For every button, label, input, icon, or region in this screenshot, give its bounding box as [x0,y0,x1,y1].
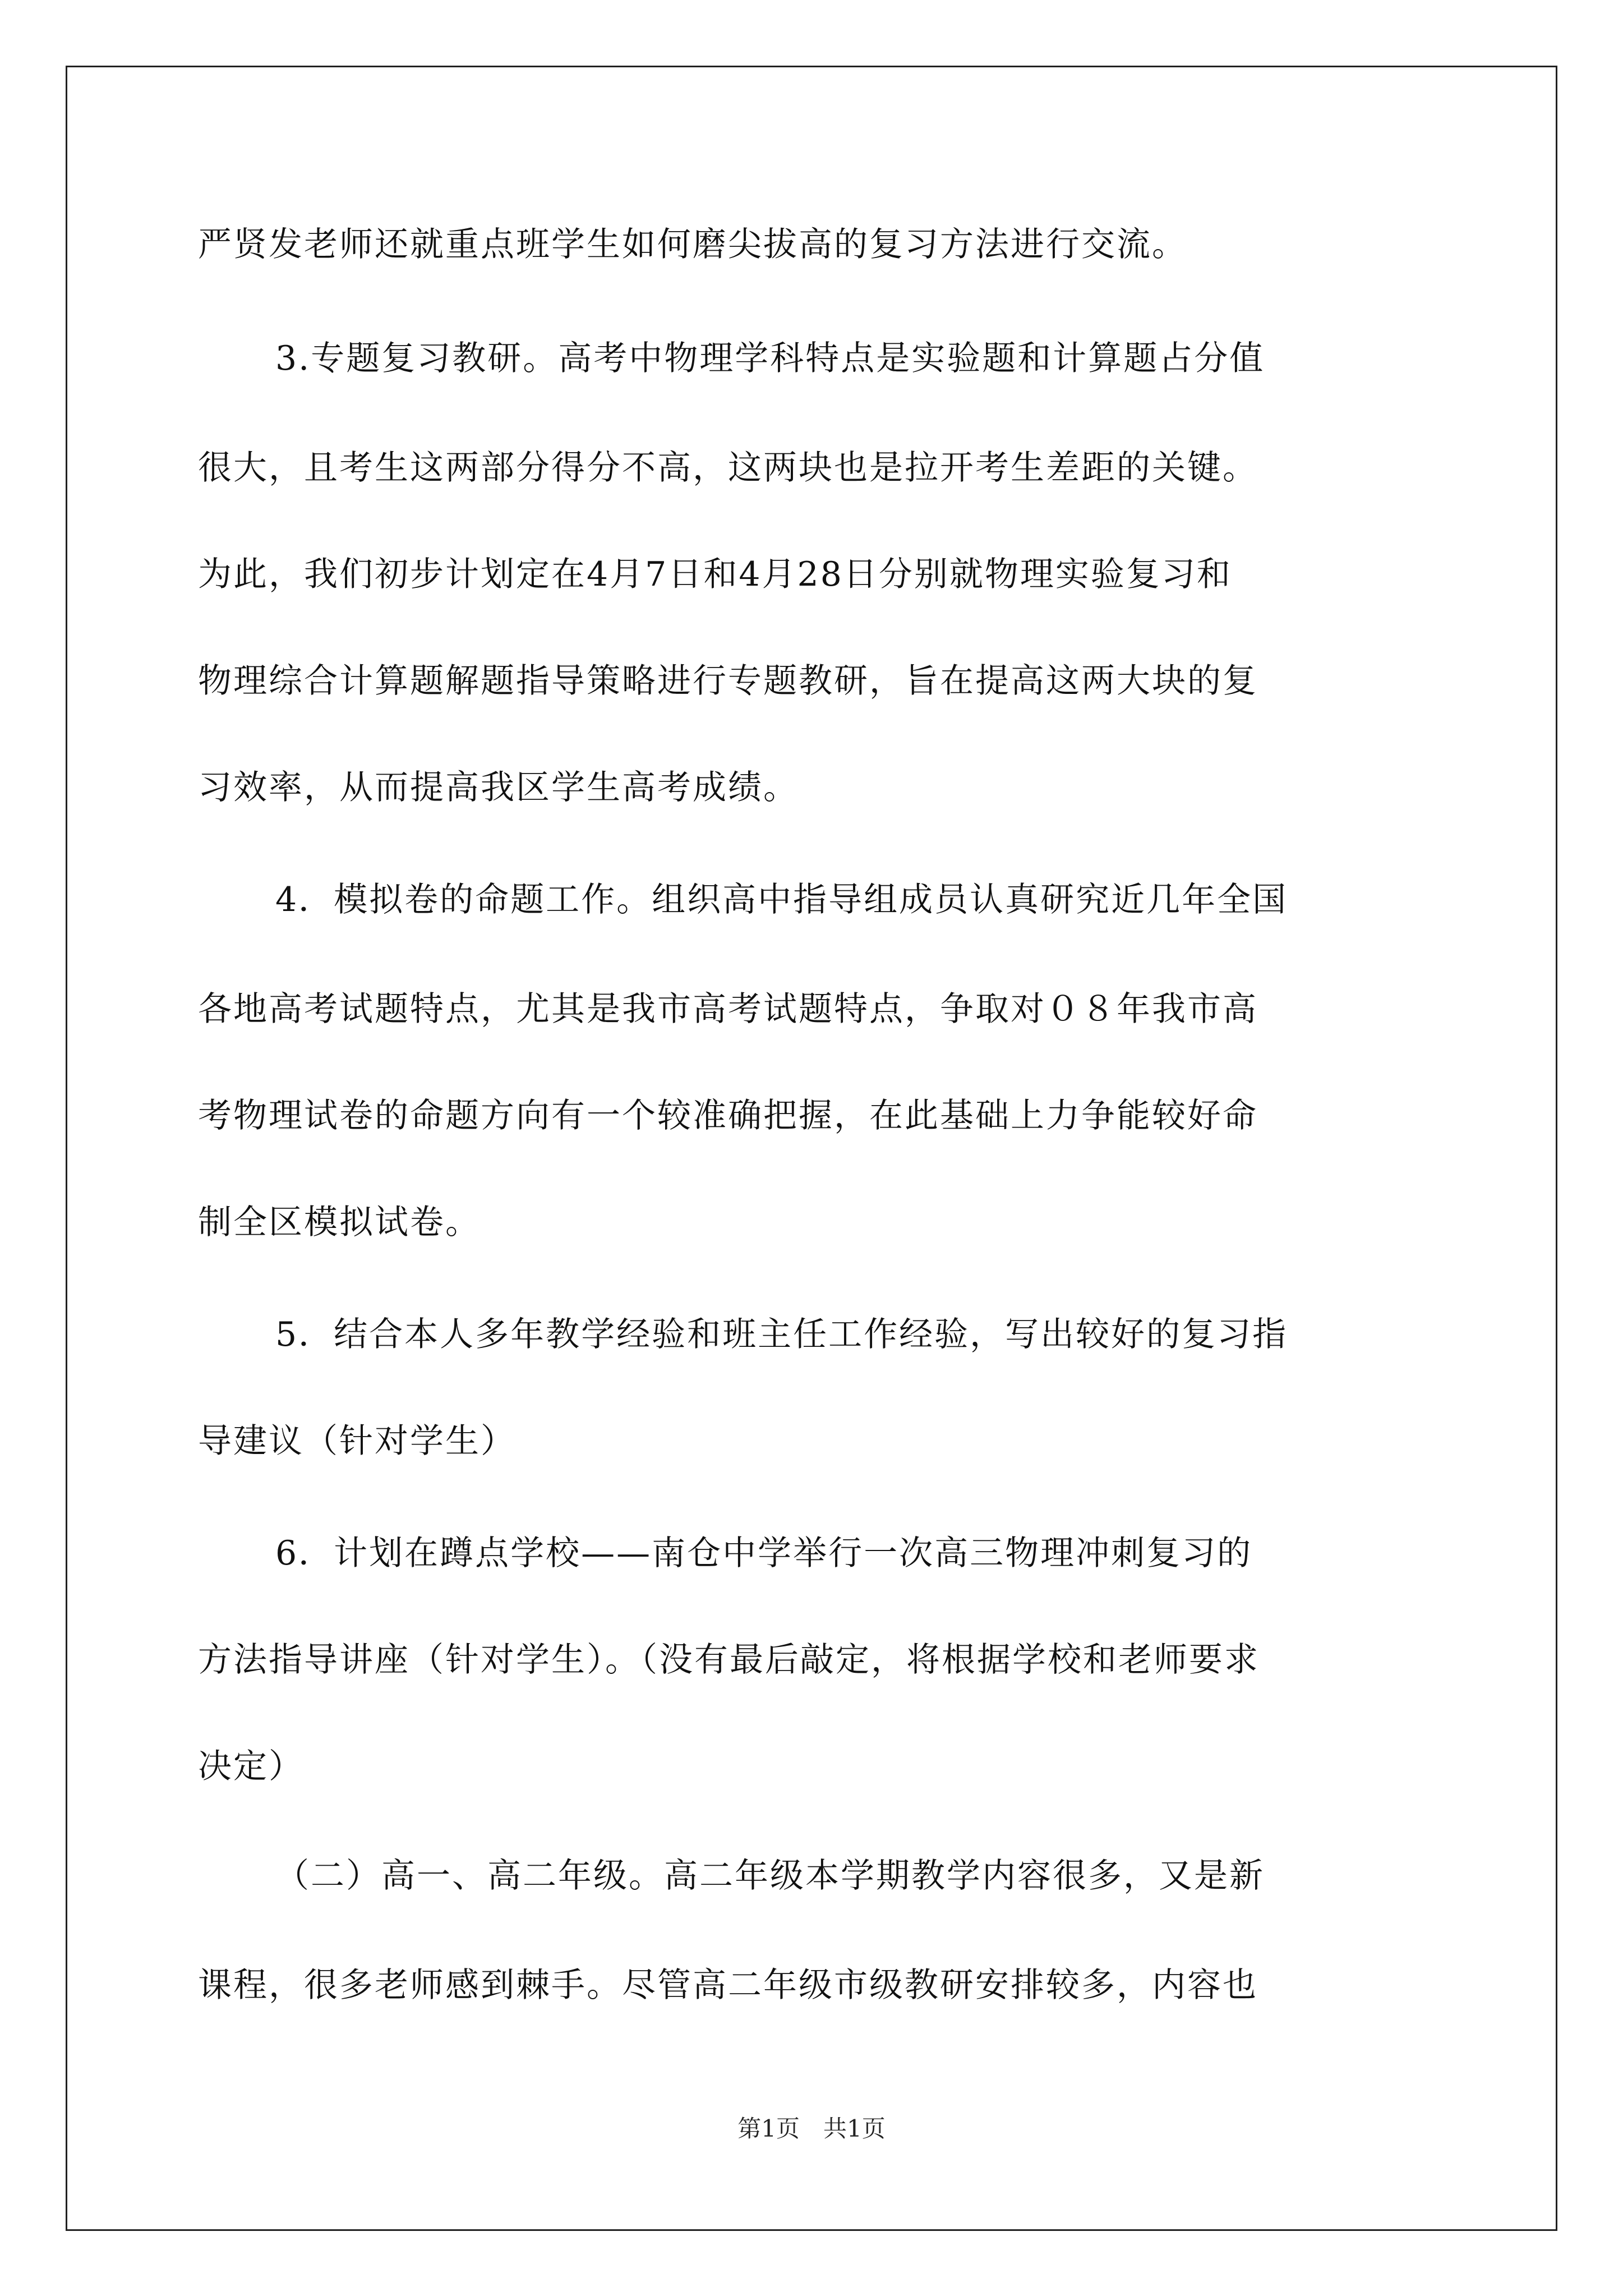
text-line-2: 3.专题复习教研。高考中物理学科特点是实验题和计算题占分值 [275,339,1265,378]
page-footer: 第1页 共1页 [737,2115,886,2142]
text-line-12: 导建议（针对学生） [198,1421,516,1461]
text-line-9: 考物理试卷的命题方向有一个较准确把握，在此基础上力争能较好命 [198,1096,1258,1135]
text-line-5: 物理综合计算题解题指导策略进行专题教研，旨在提高这两大块的复 [198,661,1258,701]
text-line-3: 很大，且考生这两部分得分不高，这两块也是拉开考生差距的关键。 [198,448,1258,487]
text-line-16: （二）高一、高二年级。高二年级本学期教学内容很多，又是新 [275,1856,1265,1895]
text-line-6: 习效率，从而提高我区学生高考成绩。 [198,768,799,807]
text-line-8: 各地高考试题特点，尤其是我市高考试题特点，争取对０８年我市高 [198,990,1258,1029]
text-line-1: 严贤发老师还就重点班学生如何磨尖拔高的复习方法进行交流。 [198,225,1187,264]
text-line-11: 5．结合本人多年教学经验和班主任工作经验，写出较好的复习指 [275,1315,1288,1354]
text-line-4: 为此，我们初步计划定在4月7日和4月28日分别就物理实验复习和 [198,555,1232,594]
text-line-15: 决定） [198,1747,304,1786]
text-line-7: 4．模拟卷的命题工作。组织高中指导组成员认真研究近几年全国 [275,880,1288,919]
text-line-17: 课程，很多老师感到棘手。尽管高二年级市级教研安排较多，内容也 [198,1966,1258,2005]
text-line-10: 制全区模拟试卷。 [198,1203,481,1242]
text-line-14: 方法指导讲座（针对学生）。（没有最后敲定，将根据学校和老师要求 [198,1640,1260,1680]
page-border [66,66,1557,2231]
text-line-13: 6．计划在蹲点学校——南仓中学举行一次高三物理冲刺复习的 [275,1534,1253,1573]
